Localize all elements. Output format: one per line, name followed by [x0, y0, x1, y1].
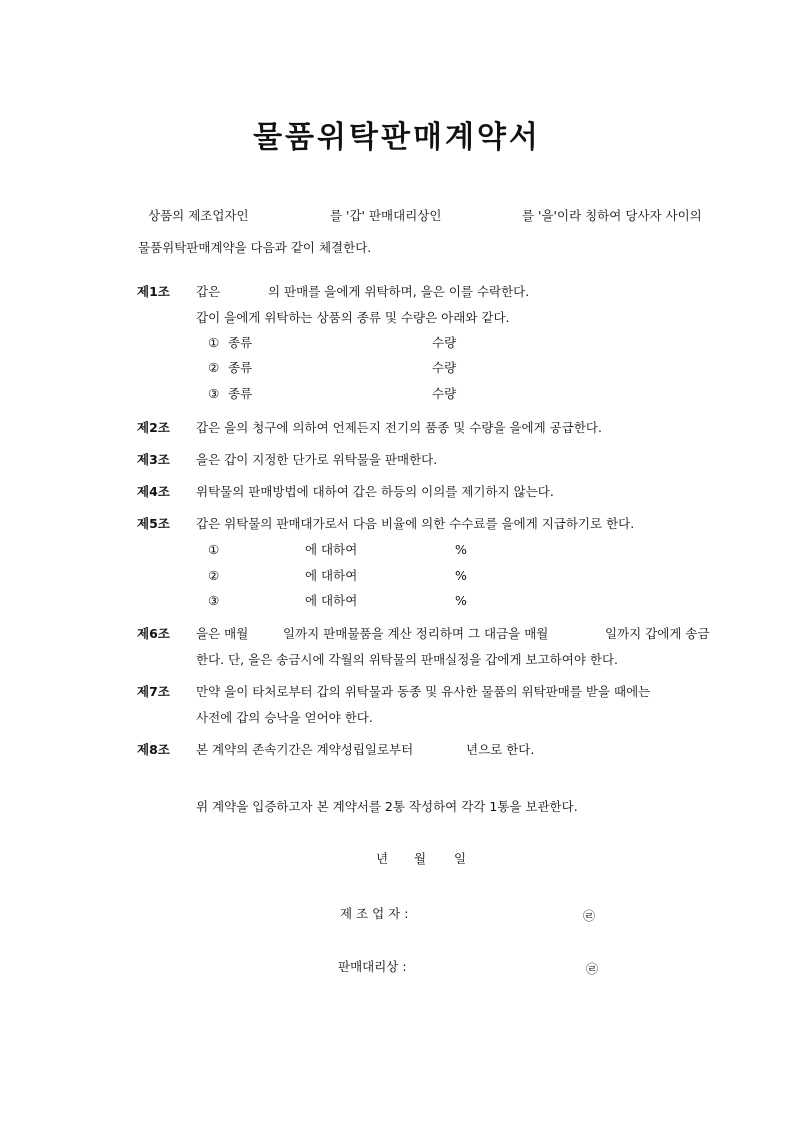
item-kind: 종류 [228, 386, 253, 401]
manufacturer-seal-mark: ㉣ [583, 909, 596, 923]
date-month: 월 [414, 851, 427, 866]
article-2-label: 제2조 [137, 420, 170, 435]
item-mid: 에 대하여 [305, 542, 358, 557]
date-day: 일 [454, 851, 467, 866]
article-1-text-a: 갑은 [196, 284, 221, 299]
article-1-text-2: 갑이 을에게 위탁하는 상품의 종류 및 수량은 아래와 같다. [196, 310, 510, 325]
article-6-text-b: 일까지 판매물품을 계산 정리하며 그 대금을 매월 [283, 626, 549, 641]
article-8-text-b: 년으로 한다. [466, 742, 535, 757]
item-mark: ③ [208, 386, 220, 401]
item-kind: 종류 [228, 360, 253, 375]
item-qty: 수량 [432, 386, 457, 401]
article-7-text-1: 만약 을이 타처로부터 갑의 위탁물과 동종 및 유사한 물품의 위탁판매를 받을 때에는 [196, 684, 651, 699]
intro-line1-b: 를 '갑' 판매대리상인 [330, 208, 442, 223]
item-mark: ① [208, 542, 220, 557]
date-year: 년 [376, 851, 389, 866]
item-pct: % [455, 593, 467, 608]
article-3-label: 제3조 [137, 452, 170, 467]
article-1-label: 제1조 [137, 284, 170, 299]
intro-line1-a: 상품의 제조업자인 [148, 208, 249, 223]
article-5-label: 제5조 [137, 516, 170, 531]
agent-label: 판매대리상 : [338, 959, 407, 974]
closing-statement: 위 계약을 입증하고자 본 계약서를 2통 작성하여 각각 1통을 보관한다. [196, 799, 578, 814]
article-8-text-a: 본 계약의 존속기간은 계약성립일로부터 [196, 742, 414, 757]
item-mark: ② [208, 568, 220, 583]
article-8-label: 제8조 [137, 742, 170, 757]
article-6-text-a: 을은 매월 [196, 626, 249, 641]
article-1-text-b: 의 판매를 을에게 위탁하며, 을은 이를 수락한다. [268, 284, 530, 299]
article-4-label: 제4조 [137, 484, 170, 499]
item-kind: 종류 [228, 335, 253, 350]
manufacturer-label: 제 조 업 자 : [340, 906, 409, 921]
article-6-text-c: 일까지 갑에게 송금 [605, 626, 710, 641]
item-pct: % [455, 542, 467, 557]
article-5-text: 갑은 위탁물의 판매대가로서 다음 비율에 의한 수수료를 을에게 지급하기로 한다. [196, 516, 635, 531]
document-title: 물품위탁판매계약서 [253, 120, 541, 155]
item-mid: 에 대하여 [305, 568, 358, 583]
agent-seal-mark: ㉣ [586, 962, 599, 976]
item-mark: ① [208, 335, 220, 350]
article-6-label: 제6조 [137, 626, 170, 641]
article-4-text: 위탁물의 판매방법에 대하여 갑은 하등의 이의를 제기하지 않는다. [196, 484, 554, 499]
article-7-label: 제7조 [137, 684, 170, 699]
item-pct: % [455, 568, 467, 583]
article-3-text: 을은 갑이 지정한 단가로 위탁물을 판매한다. [196, 452, 438, 467]
item-qty: 수량 [432, 335, 457, 350]
item-mid: 에 대하여 [305, 593, 358, 608]
intro-line1-c: 를 '을'이라 칭하여 당사자 사이의 [522, 208, 702, 223]
item-mark: ③ [208, 593, 220, 608]
intro-line2: 물품위탁판매계약을 다음과 같이 체결한다. [138, 240, 372, 255]
item-qty: 수량 [432, 360, 457, 375]
item-mark: ② [208, 360, 220, 375]
article-6-text-2: 한다. 단, 을은 송금시에 각월의 위탁물의 판매실정을 갑에게 보고하여야 한다. [196, 652, 619, 667]
article-2-text: 갑은 을의 청구에 의하여 언제든지 전기의 품종 및 수량을 을에게 공급한다. [196, 420, 602, 435]
article-7-text-2: 사전에 갑의 승낙을 얻어야 한다. [196, 710, 373, 725]
